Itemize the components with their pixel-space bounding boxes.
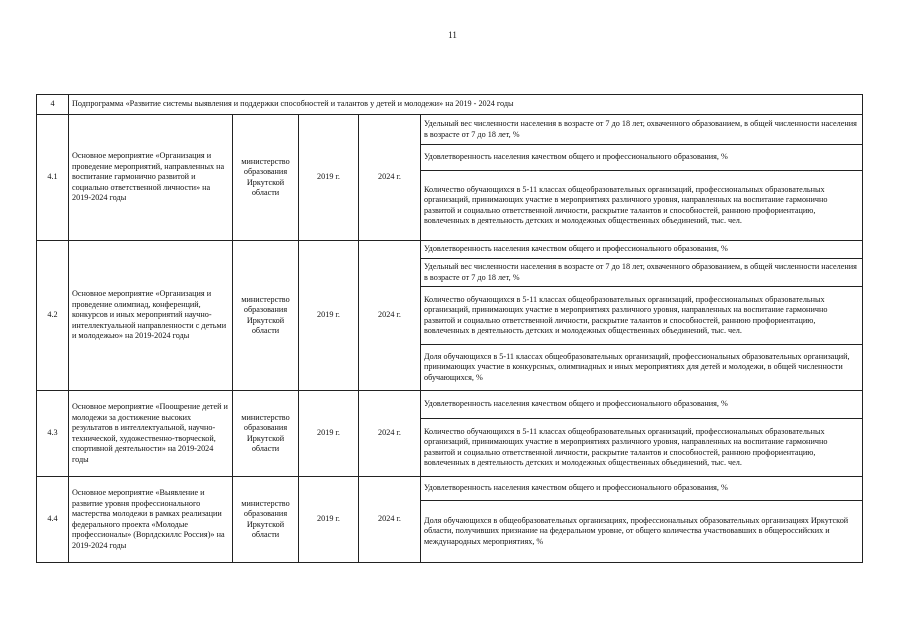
page-number: 11	[448, 30, 457, 40]
indicator: Удовлетворенность населения качеством общего и профессионального образования, %	[421, 241, 863, 259]
start-year: 2019 г.	[299, 391, 359, 477]
event-name: Основное мероприятие «Поощрение детей и молодежи за достижение высоких результатов в интеллектуальной, научно-технической, художественно-творческой, спортивной деятельности» на 2019-2024 годы	[69, 391, 233, 477]
program-table	[36, 94, 863, 563]
start-year: 2019 г.	[299, 241, 359, 391]
indicator: Доля обучающихся в 5-11 классах общеобразовательных организаций, профессиональных образовательных организаций, принимающих участие в конкурсных, олимпиадных и иных мероприятиях для детей и молодежи, в общей численности обучающихся, %	[421, 345, 863, 391]
end-year: 2024 г.	[359, 477, 421, 563]
indicator: Удовлетворенность населения качеством общего и профессионального образования, %	[421, 145, 863, 171]
indicator: Доля обучающихся в общеобразовательных организациях, профессиональных образовательных организациях Иркутской области, получивших признание на федеральном уровне, от общего количества участвовавших в общероссийских и международных мероприятиях, %	[421, 501, 863, 563]
end-year: 2024 г.	[359, 391, 421, 477]
start-year: 2019 г.	[299, 477, 359, 563]
event-name: Основное мероприятие «Организация и проведение олимпиад, конференций, конкурсов и иных мероприятий научно-интеллектуальной направленности с детьми и молодежью» на 2019-2024 годы	[69, 241, 233, 391]
executor: министерство образования Иркутской области	[233, 115, 299, 241]
table-row	[37, 391, 863, 419]
indicator: Удельный вес численности населения в возрасте от 7 до 18 лет, охваченного образованием, в общей численности населения в возрасте от 7 до 18 лет, %	[421, 115, 863, 145]
subprogram-row	[37, 95, 863, 115]
row-number: 4.1	[37, 115, 69, 241]
indicator: Удовлетворенность населения качеством общего и профессионального образования, %	[421, 391, 863, 419]
start-year: 2019 г.	[299, 115, 359, 241]
event-name: Основное мероприятие «Выявление и развитие уровня профессионального мастерства молодежи в рамках реализации федерального проекта «Молодые профессионалы» (Ворлдскиллс Россия)» на 2019-2024 годы	[69, 477, 233, 563]
indicator: Количество обучающихся в 5-11 классах общеобразовательных организаций, профессиональных образовательных организаций, принимающих участие в мероприятиях различного уровня, направленных на воспитание гармонично развитой и социально ответственной личности, раскрытие талантов и способностей, раннюю профориентацию, вовлеченных в деятельность детских и молодежных общественных объединений, тыс. чел.	[421, 171, 863, 241]
indicator: Удовлетворенность населения качеством общего и профессионального образования, %	[421, 477, 863, 501]
executor: министерство образования Иркутской области	[233, 477, 299, 563]
subprogram-title: Подпрограмма «Развитие системы выявления и поддержки способностей и талантов у детей и молодежи» на 2019 - 2024 годы	[69, 95, 863, 115]
subprogram-number: 4	[37, 95, 69, 115]
event-name: Основное мероприятие «Организация и проведение мероприятий, направленных на воспитание гармонично развитой и социально ответственной личности» на 2019-2024 годы	[69, 115, 233, 241]
executor: министерство образования Иркутской области	[233, 391, 299, 477]
indicator: Количество обучающихся в 5-11 классах общеобразовательных организаций, профессиональных образовательных организаций, принимающих участие в мероприятиях различного уровня, направленных на воспитание гармонично развитой и социально ответственной личности, раскрытие талантов и способностей, раннюю профориентацию, вовлеченных в деятельность детских и молодежных общественных объединений, тыс. чел.	[421, 287, 863, 345]
indicator: Количество обучающихся в 5-11 классах общеобразовательных организаций, профессиональных образовательных организаций, принимающих участие в мероприятиях различного уровня, направленных на воспитание гармонично развитой и социально ответственной личности, раскрытие талантов и способностей, раннюю профориентацию, вовлеченных в деятельность детских и молодежных общественных объединений, тыс. чел.	[421, 419, 863, 477]
executor: министерство образования Иркутской области	[233, 241, 299, 391]
row-number: 4.4	[37, 477, 69, 563]
end-year: 2024 г.	[359, 241, 421, 391]
indicator: Удельный вес численности населения в возрасте от 7 до 18 лет, охваченного образованием, в общей численности населения в возрасте от 7 до 18 лет, %	[421, 259, 863, 287]
table-row	[37, 477, 863, 501]
table-row	[37, 241, 863, 259]
row-number: 4.2	[37, 241, 69, 391]
table-row	[37, 115, 863, 145]
row-number: 4.3	[37, 391, 69, 477]
end-year: 2024 г.	[359, 115, 421, 241]
